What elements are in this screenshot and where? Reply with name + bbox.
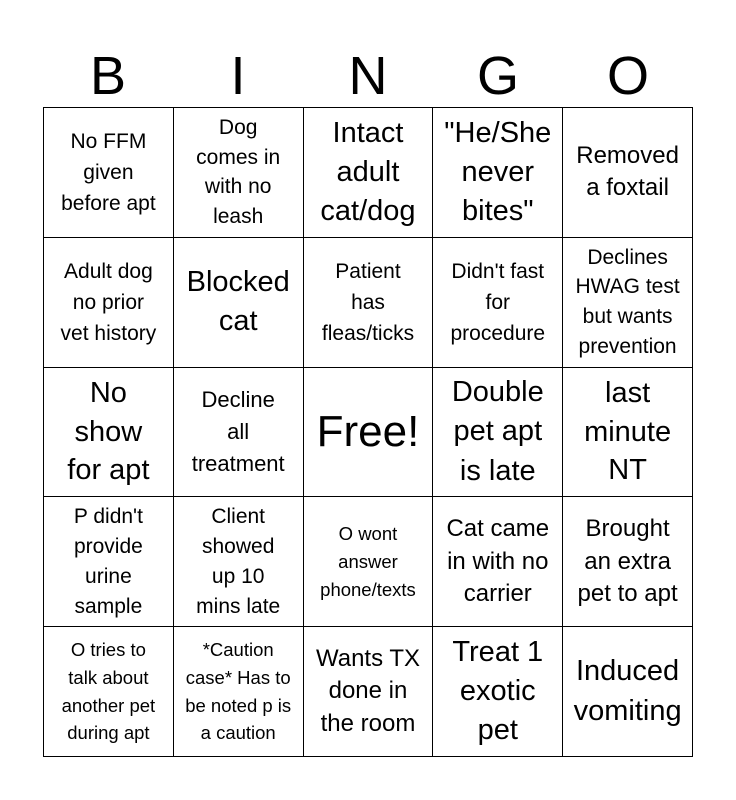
cell-text: Brought an extra pet to apt bbox=[577, 515, 678, 607]
bingo-cell[interactable] bbox=[563, 497, 693, 627]
bingo-cell[interactable] bbox=[433, 368, 563, 498]
header-letter-b: B bbox=[89, 46, 127, 106]
bingo-cell[interactable] bbox=[174, 497, 304, 627]
bingo-cell[interactable] bbox=[174, 108, 304, 238]
cell-text: Removed a foxtail bbox=[576, 142, 679, 202]
cell-text: "He/She never bites" bbox=[444, 116, 552, 227]
bingo-cell[interactable] bbox=[433, 238, 563, 368]
cell-text: Wants TX done in the room bbox=[315, 645, 420, 737]
cell-text: Didn't fast for procedure bbox=[450, 259, 546, 345]
bingo-cell[interactable] bbox=[174, 238, 304, 368]
cell-text: Double pet apt is late bbox=[451, 376, 544, 487]
bingo-cell[interactable] bbox=[563, 368, 693, 498]
cell-text: Dog comes in with no leash bbox=[196, 115, 281, 229]
bingo-cell[interactable] bbox=[304, 108, 434, 238]
cell-text: Client showed up 10 mins late bbox=[196, 505, 281, 618]
cell-text: Blocked cat bbox=[186, 266, 290, 338]
bingo-header bbox=[43, 44, 693, 108]
cell-text: Decline all treatment bbox=[191, 387, 285, 476]
bingo-cell[interactable] bbox=[44, 627, 174, 757]
free-space[interactable] bbox=[304, 368, 434, 498]
bingo-cell[interactable] bbox=[174, 627, 304, 757]
bingo-cell[interactable] bbox=[563, 627, 693, 757]
cell-text: O tries to talk about another pet during apt bbox=[61, 639, 156, 744]
free-space-label: Free! bbox=[316, 406, 420, 456]
cell-text: Intact adult cat/dog bbox=[320, 116, 416, 227]
bingo-cell[interactable] bbox=[44, 368, 174, 498]
bingo-cell[interactable] bbox=[174, 368, 304, 498]
bingo-cell[interactable] bbox=[44, 108, 174, 238]
cell-text: Induced vomiting bbox=[573, 655, 682, 727]
header-letter-n: N bbox=[348, 46, 388, 106]
header-letter-g: G bbox=[476, 46, 519, 106]
bingo-cell[interactable] bbox=[304, 627, 434, 757]
bingo-board bbox=[43, 107, 693, 757]
cell-text: Treat 1 exotic pet bbox=[452, 635, 544, 747]
bingo-cell[interactable] bbox=[433, 108, 563, 238]
cell-text: No show for apt bbox=[67, 376, 150, 487]
cell-text: Adult dog no prior vet history bbox=[60, 259, 157, 345]
cell-text: P didn't provide urine sample bbox=[73, 505, 143, 618]
bingo-cell[interactable] bbox=[304, 238, 434, 368]
bingo-cell[interactable] bbox=[433, 627, 563, 757]
bingo-cell[interactable] bbox=[563, 108, 693, 238]
cell-text: No FFM given before apt bbox=[61, 129, 156, 215]
cell-text: Cat came in with no carrier bbox=[446, 515, 550, 607]
bingo-cell[interactable] bbox=[433, 497, 563, 627]
cell-text: O wont answer phone/texts bbox=[320, 523, 416, 600]
header-letter-i: I bbox=[230, 46, 246, 106]
cell-text: *Caution case* Has to be noted p is a caution bbox=[185, 639, 292, 744]
cell-text: Declines HWAG test but wants prevention bbox=[575, 245, 680, 358]
bingo-cell[interactable] bbox=[44, 497, 174, 627]
cell-text: Patient has fleas/ticks bbox=[321, 259, 415, 345]
bingo-cell[interactable] bbox=[563, 238, 693, 368]
bingo-cell[interactable] bbox=[304, 497, 434, 627]
header-letter-o: O bbox=[606, 46, 649, 106]
cell-text: last minute NT bbox=[584, 376, 672, 487]
bingo-cell[interactable] bbox=[44, 238, 174, 368]
